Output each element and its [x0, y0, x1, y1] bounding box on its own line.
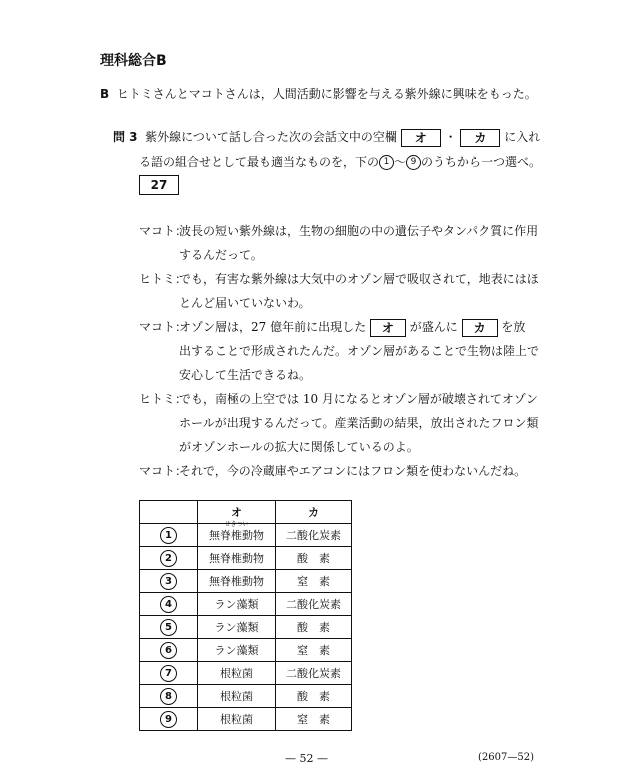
- option-number: 7: [160, 665, 177, 682]
- table-row: [140, 616, 352, 639]
- question-line2-before: る語の組合せとして最も適当なものを，下の: [139, 155, 380, 169]
- option-o: 根粒菌: [198, 685, 276, 708]
- blank-separator: ・: [444, 130, 457, 144]
- dialogue-text: オゾン層は，27 億年前に出現した: [179, 320, 367, 334]
- dialogue-line: [139, 318, 525, 337]
- table-row: [140, 547, 352, 570]
- dialogue-text: でも，有害な紫外線は大気中のオゾン層で吸収されて，地表にはほ: [179, 272, 539, 286]
- option-number: 1: [160, 527, 177, 544]
- blank-o-inline: オ: [370, 319, 406, 337]
- table-row: [140, 524, 352, 547]
- option-ka: 窒 素: [276, 570, 352, 593]
- dialogue-text: がオゾンホールの拡大に関係しているのよ。: [179, 440, 419, 454]
- dialogue-line: [139, 222, 538, 239]
- option-ka: 二酸化炭素: [276, 593, 352, 616]
- speaker-hitomi: ヒトミ：: [139, 392, 188, 406]
- question-line-1: [113, 128, 540, 147]
- ruby-reading: せきつい: [224, 521, 249, 528]
- speaker-makoto: マコト：: [139, 464, 188, 478]
- option-o: 無脊椎動物: [198, 570, 276, 593]
- ruby-base: [209, 521, 264, 543]
- option-number: 5: [160, 619, 177, 636]
- dialogue-text: が盛んに: [409, 320, 458, 334]
- dialogue-text: とんど届いていないわ。: [179, 296, 311, 310]
- option-ka: 窒 素: [276, 639, 352, 662]
- option-o: ラン藻類: [198, 593, 276, 616]
- section-title: 理科総合B: [100, 53, 167, 69]
- blank-o: オ: [401, 129, 441, 147]
- option-number: 4: [160, 596, 177, 613]
- options-table: [139, 500, 352, 731]
- range-start-mark: 1: [379, 155, 394, 170]
- dialogue-text: ホールが出現するんだって。産業活動の結果，放出されたフロン類: [179, 416, 539, 430]
- dialogue-text: するんだって。: [179, 248, 263, 262]
- dialogue-text: 安心して生活できるね。: [179, 368, 312, 382]
- speaker-hitomi: ヒトミ：: [139, 272, 188, 286]
- question-text-after: に入れ: [504, 130, 541, 144]
- option-ka: 二酸化炭素: [276, 524, 352, 547]
- option-ka: 酸 素: [276, 685, 352, 708]
- dialogue-text: を放: [501, 320, 526, 334]
- table-row: [140, 685, 352, 708]
- question-label: 問 3: [113, 130, 138, 144]
- speaker-makoto: マコト：: [139, 320, 188, 334]
- intro-text: ヒトミさんとマコトさんは，人間活動に影響を与える紫外線に興味をもった。: [116, 87, 537, 101]
- blank-ka-inline: カ: [462, 319, 498, 337]
- question-line2-after: のうちから一つ選べ。: [421, 155, 542, 169]
- option-o: ラン藻類: [198, 616, 276, 639]
- option-ka: 酸 素: [276, 547, 352, 570]
- dialogue-text: でも，南極の上空では 10 月になるとオゾン層が破壊されてオゾン: [179, 392, 538, 406]
- table-row: [140, 662, 352, 685]
- option-ka: 窒 素: [276, 708, 352, 731]
- range-end-mark: 9: [406, 155, 421, 170]
- dialogue-text: 出することで形成されたんだ。オゾン層があることで生物は陸上で: [179, 344, 540, 358]
- option-o: 根粒菌: [198, 662, 276, 685]
- exam-code: (2607—52): [478, 752, 534, 763]
- dialogue-text: それで，今の冷蔵庫やエアコンにはフロン類を使わないんだね。: [179, 464, 527, 478]
- header-number: [140, 501, 198, 524]
- speaker-makoto: マコト：: [139, 224, 188, 238]
- intro-line: [100, 85, 537, 102]
- option-ka: 二酸化炭素: [276, 662, 352, 685]
- option-number: 6: [160, 642, 177, 659]
- range-separator: ～: [394, 155, 407, 169]
- option-o: 無脊椎動物: [209, 529, 264, 542]
- dialogue-line: [139, 390, 538, 407]
- option-o: 無脊椎動物: [198, 547, 276, 570]
- page-number: — 52 —: [285, 752, 328, 765]
- table-row: [140, 639, 352, 662]
- option-number: 3: [160, 573, 177, 590]
- option-o: ラン藻類: [198, 639, 276, 662]
- option-o: 根粒菌: [198, 708, 276, 731]
- intro-label: B: [100, 87, 110, 101]
- blank-ka: カ: [460, 129, 500, 147]
- answer-number-box: 27: [139, 175, 179, 195]
- dialogue-line: [139, 270, 539, 287]
- table-row: [140, 593, 352, 616]
- option-number: 9: [160, 711, 177, 728]
- table-row: [140, 570, 352, 593]
- header-o: オ: [198, 501, 276, 524]
- option-ka: 酸 素: [276, 616, 352, 639]
- header-ka: カ: [276, 501, 352, 524]
- question-line-2: [139, 153, 541, 170]
- option-number: 8: [160, 688, 177, 705]
- option-number: 2: [160, 550, 177, 567]
- question-text-before: 紫外線について話し合った次の会話文中の空欄: [145, 130, 397, 144]
- dialogue-text: 波長の短い紫外線は，生物の細胞の中の遺伝子やタンパク質に作用: [179, 224, 539, 238]
- table-row: [140, 708, 352, 731]
- dialogue-line: [139, 462, 526, 479]
